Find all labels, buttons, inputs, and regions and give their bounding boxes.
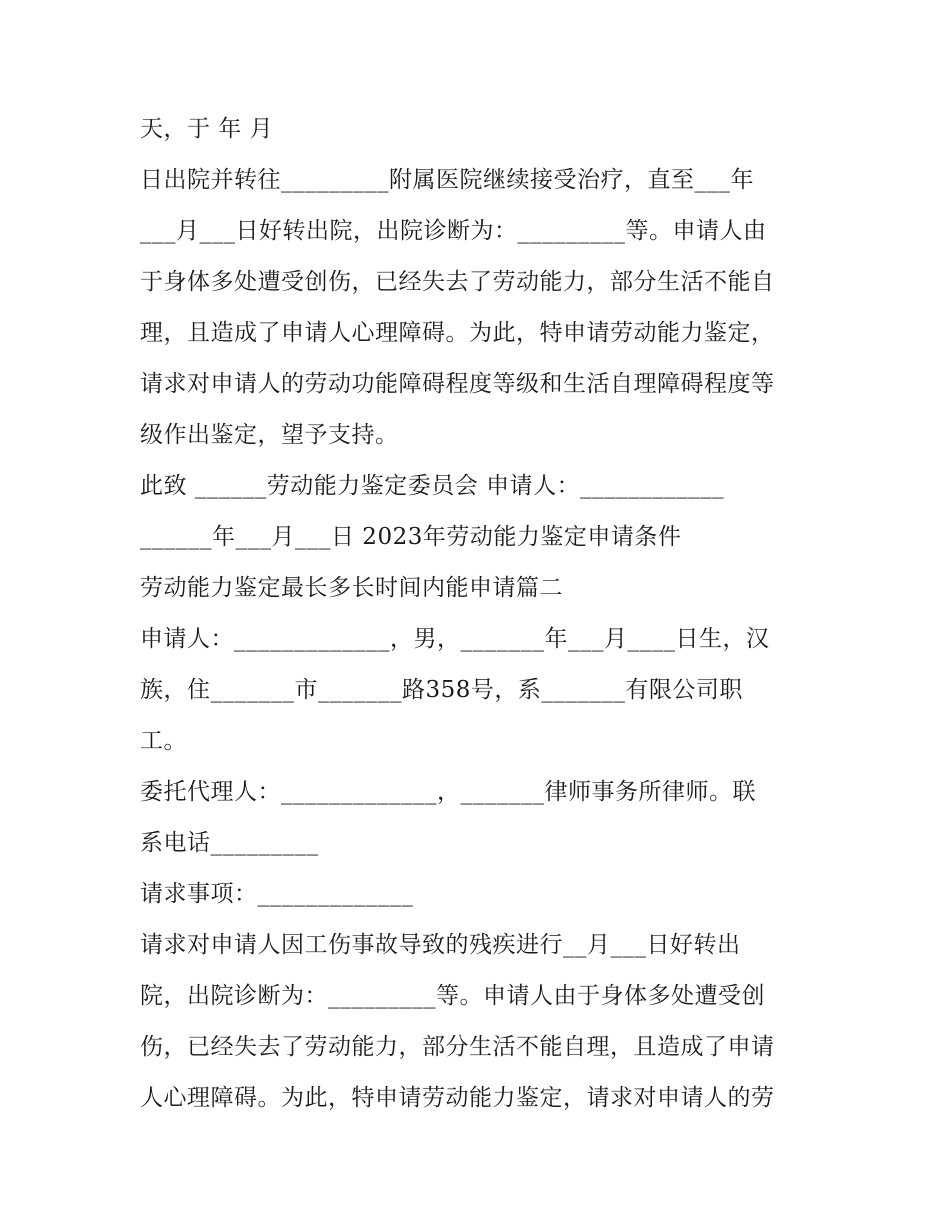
text-line-1: 天，于 年 月: [140, 116, 274, 142]
text-line-3: ___月___日好转出院，出院诊断为：_________等。申请人由: [140, 218, 767, 244]
text-line-14: 委托代理人：_____________，_______律师事务所律师。联: [140, 779, 756, 805]
text-line-6: 请求对申请人的劳动功能障碍程度等级和生活自理障碍程度等: [140, 371, 775, 397]
text-line-2: 日出院并转往_________附属医院继续接受治疗，直至___年: [140, 167, 754, 193]
text-line-5: 理，且造成了申请人心理障碍。为此，特申请劳动能力鉴定，: [140, 320, 775, 346]
text-line-12: 族，住_______市_______路358号，系_______有限公司职: [140, 677, 743, 703]
text-line-11: 申请人：_____________，男，_______年___月____日生，汉: [140, 626, 770, 652]
text-line-19: 伤，已经失去了劳动能力，部分生活不能自理，且造成了申请: [140, 1034, 775, 1060]
text-line-16: 请求事项：_____________: [140, 881, 414, 907]
text-line-20: 人心理障碍。为此，特申请劳动能力鉴定，请求对申请人的劳: [140, 1085, 775, 1111]
text-line-7: 级作出鉴定，望予支持。: [140, 422, 399, 448]
text-line-8: 此致 ______劳动能力鉴定委员会 申请人：____________: [140, 473, 725, 499]
text-line-9: ______年___月___日 2023年劳动能力鉴定申请条件: [140, 524, 682, 550]
section-heading: 劳动能力鉴定最长多长时间内能申请篇二: [140, 575, 563, 601]
document-body: [140, 104, 820, 1124]
text-line-18: 院，出院诊断为：_________等。申请人由于身体多处遭受创: [140, 983, 765, 1009]
text-line-13: 工。: [140, 728, 187, 754]
text-line-15: 系电话_________: [140, 830, 319, 856]
text-line-4: 于身体多处遭受创伤，已经失去了劳动能力，部分生活不能自: [140, 269, 775, 295]
text-line-17: 请求对申请人因工伤事故导致的残疾进行__月___日好转出: [140, 932, 741, 958]
